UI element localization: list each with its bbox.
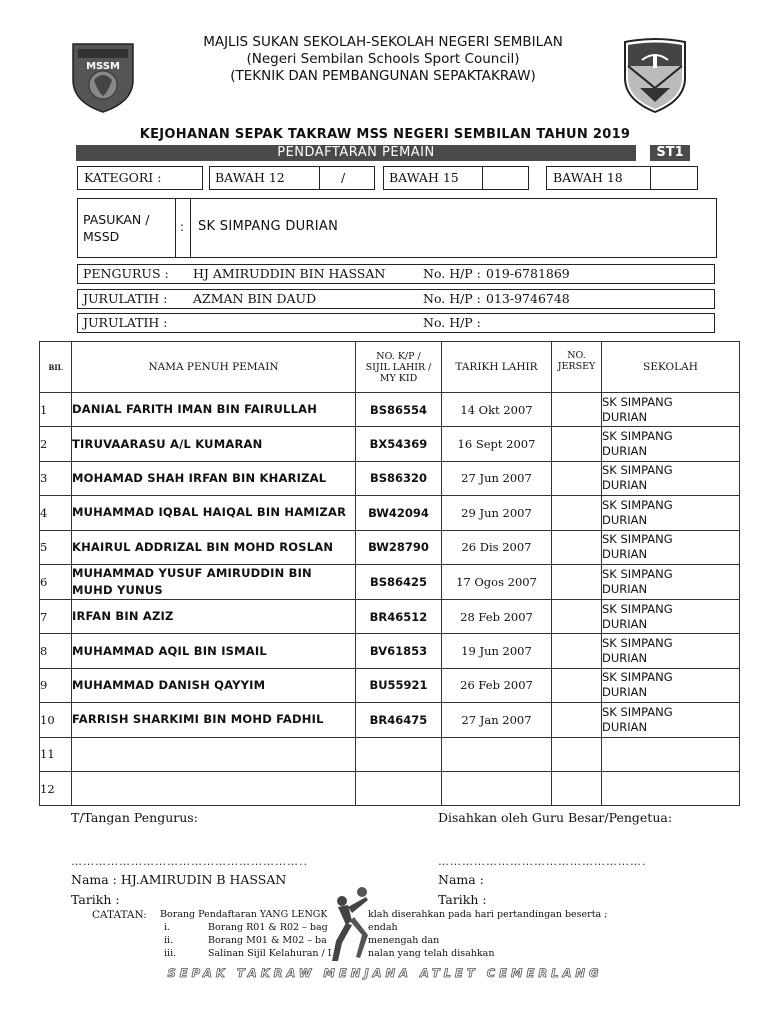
ns-crest-logo [620,36,690,114]
col-sekolah: SEKOLAH [602,342,740,393]
sekolah-line: DURIAN [602,719,648,734]
cell-jersey[interactable] [552,564,602,599]
manager-date: Tarikh : [71,892,120,907]
cell-ic[interactable] [356,737,442,771]
catatan-item-num: i. [164,922,171,933]
cell-ic[interactable]: BU55921 [356,668,442,702]
slogan: SEPAK TAKRAW MENJANA ATLET CEMERLANG [167,966,603,980]
cell-jersey[interactable] [552,634,602,668]
cell-nama[interactable]: MUHAMMAD IQBAL HAIQAL BIN HAMIZAR [72,496,356,530]
cell-bil: 5 [40,530,72,564]
sekolah-line: DURIAN [602,685,648,700]
sekolah-line: SK SIMPANG [602,566,673,581]
cell-nama[interactable]: DANIAL FARITH IMAN BIN FAIRULLAH [72,393,356,427]
sekolah-line: DURIAN [602,409,648,424]
cell-jersey[interactable] [552,668,602,702]
manager-name: Nama : HJ.AMIRUDIN B HASSAN [71,872,287,887]
table-header-row [40,342,740,393]
sekolah-line: DURIAN [602,651,648,666]
kategori-option-label: BAWAH 12 [215,170,285,185]
sekolah-line: SK SIMPANG [602,704,673,719]
official-row [77,264,715,284]
cell-bil: 7 [40,599,72,633]
catatan-intro: Borang Pendaftaran YANG LENGK [160,909,328,920]
col-nama: NAMA PENUH PEMAIN [72,342,356,393]
cell-nama[interactable]: FARRISH SHARKIMI BIN MOHD FADHIL [72,703,356,737]
official-name: HJ AMIRUDDIN BIN HASSAN [193,266,386,281]
sekolah-line: SK SIMPANG [602,532,673,547]
cell-ic[interactable]: BS86554 [356,393,442,427]
cell-sekolah[interactable] [602,393,740,427]
cell-sekolah[interactable] [602,634,740,668]
official-phone: 019-6781869 [486,266,570,281]
col-bil: BIL [40,342,72,393]
catatan-item-num: ii. [164,935,174,946]
cell-ic[interactable]: BS86320 [356,461,442,495]
cell-tarikh[interactable]: 27 Jan 2007 [442,703,552,737]
cell-jersey[interactable] [552,461,602,495]
cell-tarikh[interactable]: 17 Ogos 2007 [442,564,552,599]
signature-line-manager[interactable]: ………………………………………………….. [71,855,308,868]
col-jersey-line: JERSEY [557,361,596,372]
kategori-option-label: BAWAH 18 [553,170,623,185]
table-row [40,634,740,668]
cell-tarikh[interactable] [442,771,552,805]
cell-bil: 9 [40,668,72,702]
divider [190,198,191,258]
mssm-logo [70,40,136,114]
cell-tarikh[interactable]: 29 Jun 2007 [442,496,552,530]
cell-bil: 1 [40,393,72,427]
pasukan-colon: : [180,220,185,234]
table-row [40,737,740,771]
sekolah-line: DURIAN [602,547,648,562]
col-ic-line: NO. K/P / [376,350,421,362]
table-row [40,771,740,805]
table-row [40,530,740,564]
cell-tarikh[interactable]: 27 Jun 2007 [442,461,552,495]
divider [482,166,483,190]
pasukan-label: MSSD [83,229,120,244]
form-code: ST1 [656,145,684,160]
sign-label-manager: T/Tangan Pengurus: [71,810,198,825]
official-phone-label: No. H/P : [423,266,481,281]
cell-ic[interactable]: BS86425 [356,564,442,599]
cell-ic[interactable]: BR46512 [356,599,442,633]
divider [650,166,651,190]
table-row [40,564,740,599]
table-row [40,599,740,633]
cell-jersey[interactable] [552,771,602,805]
catatan-label: CATATAN: [92,909,147,921]
cell-bil: 3 [40,461,72,495]
cell-ic[interactable]: BV61853 [356,634,442,668]
catatan-item: Borang M01 & M02 – ba [208,935,327,946]
sekolah-line: DURIAN [602,512,648,527]
official-row [77,289,715,309]
cell-tarikh[interactable]: 14 Okt 2007 [442,393,552,427]
table-row [40,703,740,737]
cell-ic[interactable]: BW42094 [356,496,442,530]
sekolah-line: SK SIMPANG [602,601,673,616]
table-row [40,427,740,461]
official-role: JURULATIH : [83,315,168,330]
council-division: (TEKNIK DAN PEMBANGUNAN SEPAKTAKRAW) [230,68,536,84]
col-jersey [552,342,602,393]
cell-nama[interactable]: MUHAMMAD DANISH QAYYIM [72,668,356,702]
sekolah-line: SK SIMPANG [602,636,673,651]
sekolah-line: DURIAN [602,616,648,631]
cell-sekolah[interactable] [602,461,740,495]
cell-ic[interactable]: BW28790 [356,530,442,564]
official-name: AZMAN BIN DAUD [193,291,317,306]
cell-sekolah[interactable] [602,564,740,599]
kategori-label: KATEGORI : [84,170,162,185]
col-jersey-line: NO. [567,350,586,361]
cell-sekolah[interactable] [602,737,740,771]
cell-nama[interactable]: MUHAMMAD YUSUF AMIRUDDIN BIN MUHD YUNUS [72,564,356,599]
official-phone-label: No. H/P : [423,315,481,330]
signature-line-principal[interactable]: ……………………………………………. [438,855,647,868]
cell-nama[interactable]: IRFAN BIN AZIZ [72,599,356,633]
cell-tarikh[interactable]: 26 Dis 2007 [442,530,552,564]
sekolah-line: SK SIMPANG [602,394,673,409]
cell-tarikh[interactable]: 19 Jun 2007 [442,634,552,668]
cell-sekolah[interactable] [602,599,740,633]
cell-jersey[interactable] [552,599,602,633]
cell-bil: 12 [40,771,72,805]
divider [175,198,176,258]
catatan-intro: klah diserahkan pada hari pertandingan beserta ; [368,909,608,920]
cell-sekolah[interactable] [602,668,740,702]
cell-jersey[interactable] [552,427,602,461]
pasukan-box [77,198,717,258]
team-name: SK SIMPANG DURIAN [198,219,339,234]
cell-sekolah[interactable] [602,427,740,461]
cell-jersey[interactable] [552,530,602,564]
cell-nama[interactable]: MOHAMAD SHAH IRFAN BIN KHARIZAL [72,461,356,495]
cell-jersey[interactable] [552,703,602,737]
cell-nama[interactable] [72,737,356,771]
col-ic-line: MY KID [379,372,418,384]
divider [319,166,320,190]
principal-name: Nama : [438,872,484,887]
cell-tarikh[interactable] [442,737,552,771]
cell-tarikh[interactable]: 26 Feb 2007 [442,668,552,702]
council-name-english: (Negeri Sembilan Schools Sport Council) [246,51,520,67]
cell-nama[interactable]: MUHAMMAD AQIL BIN ISMAIL [72,634,356,668]
cell-bil: 4 [40,496,72,530]
catatan-item: endah [368,922,398,933]
sign-label-principal: Disahkan oleh Guru Besar/Pengetua: [438,810,673,825]
sekolah-line: SK SIMPANG [602,463,673,478]
col-ic-line: SIJIL LAHIR / [365,361,432,373]
official-row [77,313,715,333]
table-row [40,496,740,530]
table-row [40,461,740,495]
official-role: JURULATIH : [83,291,168,306]
catatan-item: Borang R01 & R02 – bag [208,922,328,933]
council-name: MAJLIS SUKAN SEKOLAH-SEKOLAH NEGERI SEMBILAN [203,34,563,50]
sepak-takraw-player-icon [322,885,374,963]
cell-tarikh[interactable]: 16 Sept 2007 [442,427,552,461]
tournament-title: KEJOHANAN SEPAK TAKRAW MSS NEGERI SEMBILAN TAHUN 2019 [139,127,631,142]
cell-bil: 2 [40,427,72,461]
sekolah-line: DURIAN [602,478,648,493]
catatan-item-num: iii. [164,948,177,959]
official-role: PENGURUS : [83,266,169,281]
cell-sekolah[interactable] [602,496,740,530]
cell-jersey[interactable] [552,393,602,427]
cell-bil: 6 [40,564,72,599]
col-tarikh: TARIKH LAHIR [442,342,552,393]
sekolah-line: DURIAN [602,581,648,596]
catatan-item: nalan yang telah disahkan [368,948,495,959]
sekolah-line: SK SIMPANG [602,670,673,685]
col-ic [356,342,442,393]
cell-jersey[interactable] [552,496,602,530]
cell-nama[interactable]: TIRUVAARASU A/L KUMARAN [72,427,356,461]
svg-text:MSSM: MSSM [86,61,120,72]
cell-ic[interactable]: BR46475 [356,703,442,737]
table-row [40,668,740,702]
sekolah-line: SK SIMPANG [602,429,673,444]
cell-sekolah[interactable] [602,771,740,805]
cell-jersey[interactable] [552,737,602,771]
cell-bil: 10 [40,703,72,737]
cell-ic[interactable] [356,771,442,805]
table-row [40,393,740,427]
cell-ic[interactable]: BX54369 [356,427,442,461]
cell-sekolah[interactable] [602,703,740,737]
kategori-option-mark: / [341,170,346,185]
catatan-item: menengah dan [368,935,440,946]
player-table [39,341,740,806]
principal-date: Tarikh : [438,892,487,907]
official-phone: 013-9746748 [486,291,570,306]
sekolah-line: DURIAN [602,444,648,459]
cell-bil: 11 [40,737,72,771]
sekolah-line: SK SIMPANG [602,497,673,512]
official-phone-label: No. H/P : [423,291,481,306]
cell-bil: 8 [40,634,72,668]
cell-sekolah[interactable] [602,530,740,564]
cell-nama[interactable] [72,771,356,805]
cell-tarikh[interactable]: 28 Feb 2007 [442,599,552,633]
catatan-item: Salinan Sijil Kelahuran / I [208,948,332,959]
banner-title: PENDAFTARAN PEMAIN [277,145,435,160]
kategori-option-label: BAWAH 15 [389,170,459,185]
pasukan-label: PASUKAN / [83,212,150,227]
cell-nama[interactable]: KHAIRUL ADDRIZAL BIN MOHD ROSLAN [72,530,356,564]
